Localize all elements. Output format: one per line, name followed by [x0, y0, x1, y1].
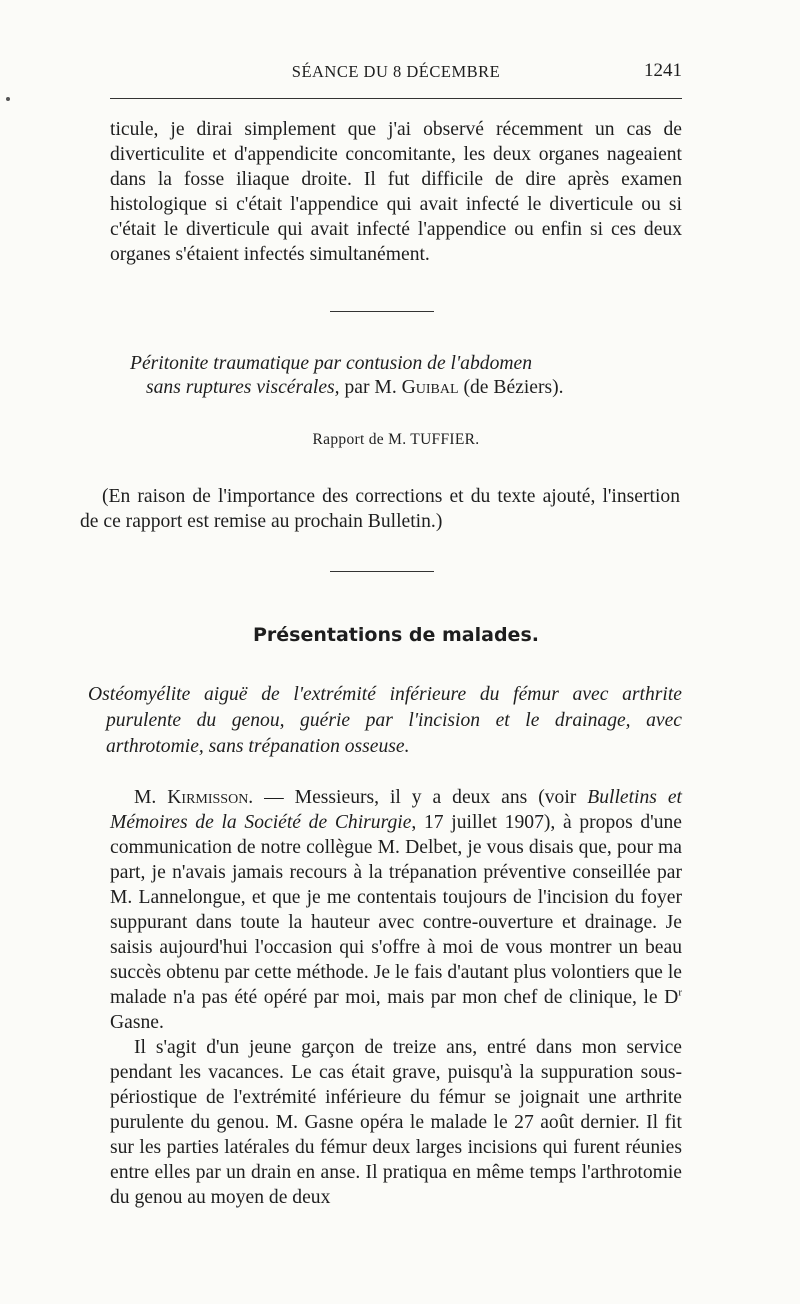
article1-title-line1: Péritonite traumatique par contusion de l'abdomen — [130, 353, 533, 374]
article2-paragraph-2: Il s'agit d'un jeune garçon de treize ans, entré dans mon service pendant les vacances. Le cas était grave, puisqu'à la suppuration sous-périostique de l'extrémité inférieure du fémur se joignait une arthrite purulente du genou. M. Gasne opéra le malade le 27 août dernier. Il fit sur les parties latérales du fémur deux larges incisions qui furent réunies entre elles par un drain en anse. Il pratiqua en même temps l'arthrotomie du genou au moyen de deux — [110, 1037, 682, 1208]
para1-text-c: Gasne. — [110, 1012, 164, 1033]
running-header — [110, 60, 682, 86]
speaker-name: M. Kirmisson. — [134, 787, 254, 808]
article2-body — [110, 785, 682, 1210]
intro-text: ticule, je dirai simplement que j'ai observé récemment un cas de diverticulite et d'appendicite concomitante, les deux organes nageaient dans la fosse iliaque droite. Il fut difficile de dire après examen histologique si c'était l'appendice qui avait infecté le diverticule ou si c'était le diverticule qui avait infecté l'appendice ou enfin si ces deux organes s'étaient infectés simultanément. — [110, 119, 682, 265]
section-title: Présentations de malades. — [253, 624, 539, 646]
intro-paragraph — [110, 117, 682, 267]
article2-title — [88, 682, 682, 760]
header-rule — [110, 98, 682, 99]
article1-note — [80, 484, 680, 534]
article1-title-line2-italic: sans ruptures viscérales, — [146, 377, 340, 398]
journal-title: Bulletins et Mémoires de la Société de Chirurgie — [110, 787, 683, 833]
article2-title-line: arthrotomie, sans trépanation osseuse. — [106, 736, 410, 757]
header-title: SÉANCE DU 8 DÉCEMBRE — [291, 62, 501, 81]
article1-title — [130, 352, 650, 400]
article1-title-line2-rest: par M. — [339, 377, 402, 398]
article2-title-line: purulente du genou, guérie par l'incision et le drainage, avec — [106, 710, 682, 731]
article2-paragraph-1 — [110, 785, 682, 1035]
article1-title-line2 — [130, 376, 650, 400]
para1-text-a: — Messieurs, il y a deux ans (voir — [253, 787, 588, 808]
article1-author: Guibal — [401, 377, 459, 398]
doctor-superscript: r — [678, 986, 682, 999]
article1-author-place: (de Béziers). — [458, 377, 564, 398]
margin-speck — [6, 97, 10, 101]
article2-title-line: Ostéomyélite aiguë de l'extrémité inférieure du fémur avec arthrite — [88, 684, 682, 705]
page-number: 1241 — [644, 60, 682, 81]
para1-text-b: , 17 juillet 1907), à propos d'une communication de notre collègue M. Delbet, je vous disais que, pour ma part, je n'avais jamais recours à la trépanation préventive conseillée par M. Lannelongue, et que je me contentais toujours de l'incision du foyer suppurant dans toute la hauteur avec contre-ouverture et drainage. Je saisis aujourd'hui l'occasion qui s'offre à moi de vous montrer un beau succès obtenu par cette méthode. Je le fais d'autant plus volontiers que le malade n'a pas été opéré par moi, mais par mon chef de clinique, le D — [110, 812, 682, 1008]
separator-rule-1 — [330, 311, 434, 312]
separator-rule-2 — [330, 571, 434, 572]
article1-rapport: Rapport de M. TUFFIER. — [312, 431, 480, 448]
article1-note-text: (En raison de l'importance des corrections et du texte ajouté, l'insertion de ce rapport est remise au prochain Bulletin.) — [80, 486, 680, 532]
